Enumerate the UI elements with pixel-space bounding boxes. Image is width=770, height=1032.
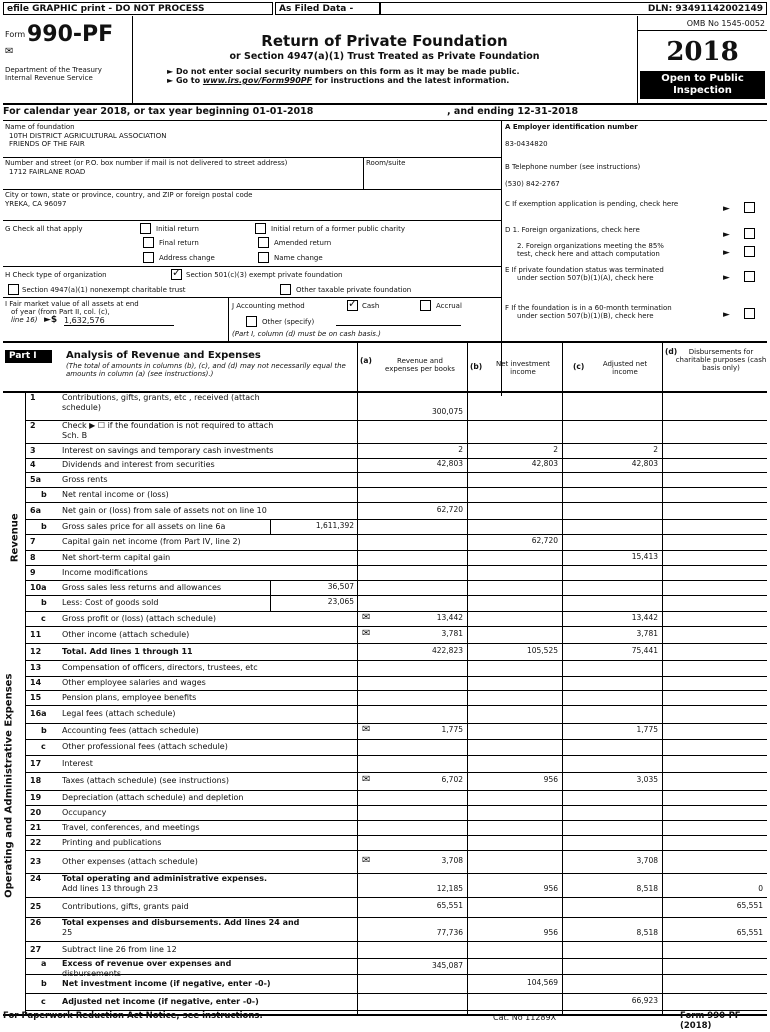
line-description: Income modifications [62, 568, 148, 577]
arrow-icon: ► [723, 230, 730, 240]
phone-label: B Telephone number (see instructions) [505, 163, 641, 171]
attachment-icon[interactable]: ✉ [362, 628, 371, 639]
line-number: 2 [30, 421, 36, 430]
row-divider [25, 519, 767, 520]
line-number: 3 [30, 446, 36, 455]
line-description: Check ▶ ☐ if the foundation is not required to attach [62, 421, 274, 430]
line-number: 8 [30, 553, 36, 562]
efile-banner: efile GRAPHIC print - DO NOT PROCESS [3, 2, 273, 15]
final-return-label: Final return [159, 239, 199, 247]
other-method-field[interactable] [336, 318, 461, 326]
exemption-pending-label: C If exemption application is pending, check here [505, 200, 679, 208]
paperwork-notice: For Paperwork Reduction Act Notice, see instructions. [3, 1011, 263, 1021]
accounting-method-label: J Accounting method [232, 302, 305, 310]
row-divider [25, 850, 767, 851]
amount-col-a: 300,075 [431, 407, 463, 416]
4947-label: Section 4947(a)(1) nonexempt charitable trust [22, 286, 186, 294]
form-title: Return of Private Foundation [261, 32, 508, 50]
row-divider [25, 487, 767, 488]
form-footer-id: Form 990-PF (2018) [680, 1011, 741, 1031]
row-divider [25, 534, 767, 535]
line-description: Other professional fees (attach schedule) [62, 742, 228, 751]
line-description-continued: schedule) [62, 403, 101, 412]
col-b-tag: (b) [470, 362, 483, 371]
ssn-note: ► Do not enter social security numbers on this form as it may be made public. [167, 67, 520, 76]
tax-year: 2018 [666, 37, 739, 67]
line-description: Less: Cost of goods sold [62, 598, 159, 607]
line-description: Pension plans, employee benefits [62, 693, 197, 702]
line-number: 11 [30, 630, 42, 639]
h-label: H Check type of organization [5, 271, 107, 279]
line-description: Travel, conferences, and meetings [62, 823, 200, 832]
initial-former-charity-label: Initial return of a former public charity [271, 225, 406, 233]
row-divider [25, 472, 767, 473]
amount-col-b: 104,569 [526, 978, 558, 987]
org-name-1: 10TH DISTRICT AGRICULTURAL ASSOCIATION [9, 132, 167, 140]
501c3-label: Section 501(c)(3) exempt private foundation [186, 271, 343, 279]
other-method-label: Other (specify) [262, 318, 315, 326]
fmv-label-3: line 16) [11, 316, 38, 324]
line-number: 23 [30, 857, 42, 866]
final-return-checkbox[interactable] [143, 237, 154, 248]
amount-col-b: 42,803 [531, 459, 558, 468]
line-description: Printing and publications [62, 838, 162, 847]
line-number: a [41, 959, 47, 968]
row-divider [25, 443, 767, 444]
col-c-tag: (c) [573, 362, 585, 371]
fmv-label-2: of year (from Part II, col. (c), [11, 308, 110, 316]
attachment-icon[interactable]: ✉ [362, 724, 371, 735]
accrual-label: Accrual [436, 302, 462, 310]
line-description: Subtract line 26 from line 12 [62, 945, 177, 954]
foreign-85-checkbox[interactable] [744, 246, 755, 257]
amended-return-checkbox[interactable] [258, 237, 269, 248]
row-divider [25, 690, 767, 691]
line-number: 27 [30, 945, 42, 954]
amount-col-c: 3,708 [636, 856, 658, 865]
line-description: Adjusted net income (if negative, enter -0-) [62, 997, 259, 1006]
line-number: 12 [30, 647, 42, 656]
other-method-checkbox[interactable] [246, 316, 257, 327]
org-name-2: FRIENDS OF THE FAIR [9, 140, 85, 148]
row-divider [25, 580, 767, 581]
side-label-expenses: Operating and Administrative Expenses [3, 673, 15, 898]
line-number: 25 [30, 902, 42, 911]
phone-value: (530) 842-2767 [505, 180, 560, 188]
initial-return-checkbox[interactable] [140, 223, 151, 234]
part-i-tag: Part I [5, 350, 52, 363]
501c3-checkbox[interactable] [171, 269, 182, 280]
fmv-arrow-icon: ►$ [44, 315, 58, 325]
amended-return-label: Amended return [274, 239, 332, 247]
foreign-85-label: 2. Foreign organizations meeting the 85% [517, 242, 664, 250]
ein-value: 83-0434820 [505, 140, 548, 148]
city-label: City or town, state or province, country, and ZIP or foreign postal code [5, 191, 253, 199]
row-divider [25, 676, 767, 677]
row-divider [25, 550, 767, 551]
address-change-label: Address change [159, 254, 215, 262]
irs-label: Internal Revenue Service [5, 74, 93, 82]
amount-col-a: 2 [458, 445, 463, 454]
line-description: Gross sales less returns and allowances [62, 583, 222, 592]
cash-label: Cash [362, 302, 380, 310]
accrual-checkbox[interactable] [420, 300, 431, 311]
line-number: b [41, 490, 47, 499]
inline-amount: 36,507 [270, 581, 356, 595]
terminated-label: E If private foundation status was terminated [505, 266, 664, 274]
line-number: 13 [30, 663, 42, 672]
amount-col-c: 15,413 [631, 552, 658, 561]
cash-basis-note: (Part I, column (d) must be on cash basis.) [232, 330, 381, 338]
tax-year-begin: For calendar year 2018, or tax year beginning 01-01-2018 [3, 106, 314, 117]
line-description: Net rental income or (loss) [62, 490, 169, 499]
amount-col-c: 66,923 [631, 996, 658, 1005]
line-description: Total. Add lines 1 through 11 [62, 647, 193, 656]
line-description: Total operating and administrative expenses. [62, 874, 267, 883]
row-divider [25, 897, 767, 898]
line-description: Gross profit or (loss) (attach schedule) [62, 614, 217, 623]
amount-col-c: 3,781 [636, 629, 658, 638]
fmv-value: 1,632,576 [64, 316, 174, 326]
line-number: 15 [30, 693, 42, 702]
name-change-checkbox[interactable] [258, 252, 269, 263]
form-subtitle: or Section 4947(a)(1) Trust Treated as Private Foundation [229, 51, 540, 62]
line-description: Net investment income (if negative, enter -0-) [62, 979, 271, 988]
row-divider [25, 595, 767, 596]
irs-link[interactable]: www.irs.gov/Form990PF [202, 76, 313, 85]
amount-col-d: 65,551 [736, 928, 763, 937]
line-description: Depreciation (attach schedule) and depletion [62, 793, 244, 802]
inline-amount: 1,611,392 [270, 520, 356, 534]
amount-col-d: 65,551 [736, 901, 763, 910]
line-number: 16a [30, 709, 47, 718]
line-number: 18 [30, 776, 42, 785]
row-divider [25, 705, 767, 706]
row-divider [25, 755, 767, 756]
col-d-tag: (d) [665, 347, 678, 356]
amount-col-b: 105,525 [526, 646, 558, 655]
line-number: 7 [30, 537, 36, 546]
cash-checkbox[interactable] [347, 300, 358, 311]
arrow-icon: ► [723, 248, 730, 258]
amount-col-c: 8,518 [636, 884, 658, 893]
inline-amount: 23,065 [270, 596, 356, 611]
line-number: b [41, 726, 47, 735]
org-address: 1712 FAIRLANE ROAD [9, 168, 86, 176]
arrow-icon: ► [723, 273, 730, 283]
line-description-continued: 25 [62, 928, 73, 937]
ein-label: A Employer identification number [505, 123, 638, 131]
col-d-header: Disbursements for charitable purposes (cash basis only) [675, 348, 767, 373]
row-divider [25, 820, 767, 821]
col-b-header: Net investment income [495, 360, 551, 377]
line-description: Excess of revenue over expenses and [62, 959, 232, 968]
line-number: b [41, 522, 47, 531]
line-number: 5a [30, 475, 41, 484]
address-label: Number and street (or P.O. box number if mail is not delivered to street address) [5, 159, 288, 167]
line-number: 10a [30, 583, 47, 592]
amount-col-a: 422,823 [431, 646, 463, 655]
sixty-month-label: F If the foundation is in a 60-month termination [505, 304, 672, 312]
line-number: 21 [30, 823, 42, 832]
dln: DLN: 93491142002149 [380, 2, 767, 15]
tax-year-end: , and ending 12-31-2018 [447, 106, 579, 117]
name-label: Name of foundation [5, 123, 75, 131]
amount-col-a: 3,781 [441, 629, 463, 638]
amount-col-c: 2 [653, 445, 658, 454]
org-city: YREKA, CA 96097 [5, 200, 67, 208]
amount-col-c: 1,775 [636, 725, 658, 734]
amount-col-c: 13,442 [631, 613, 658, 622]
line-description: Total expenses and disbursements. Add lines 24 and [62, 918, 300, 927]
line-description: Gross sales price for all assets on line 6a [62, 522, 226, 531]
row-divider [25, 835, 767, 836]
row-divider [25, 611, 767, 612]
row-divider [25, 502, 767, 503]
col-c-header: Adjusted net income [602, 360, 648, 377]
address-change-checkbox[interactable] [143, 252, 154, 263]
irs-link-note: ► Go to www.irs.gov/Form990PF for instructions and the latest information. [167, 76, 510, 85]
line-description: Dividends and interest from securities [62, 460, 215, 469]
line-number: 22 [30, 838, 42, 847]
foreign-org-checkbox[interactable] [744, 228, 755, 239]
initial-return-label: Initial return [156, 225, 199, 233]
line-description-continued: disbursements [62, 969, 122, 978]
line-description: Legal fees (attach schedule) [62, 709, 176, 718]
arrow-icon: ► [723, 310, 730, 320]
row-divider [25, 993, 767, 994]
attachment-icon[interactable]: ✉ [362, 612, 371, 623]
amount-col-b: 956 [543, 928, 558, 937]
line-number: b [41, 979, 47, 988]
amount-col-a: 65,551 [436, 901, 463, 910]
attachment-icon: ✉ [5, 46, 14, 57]
terminated-checkbox[interactable] [744, 271, 755, 282]
amount-col-d: 0 [758, 884, 763, 893]
g-label: G Check all that apply [5, 225, 83, 233]
row-divider [25, 643, 767, 644]
amount-col-c: 3,035 [636, 775, 658, 784]
line-number: 6a [30, 506, 41, 515]
part-i-note: (The total of amounts in columns (b), (c), and (d) may not necessarily equal the amounts in column (a) (see instructions).) [66, 362, 346, 379]
line-number: 14 [30, 678, 42, 687]
line-description: Other employee salaries and wages [62, 678, 206, 687]
attachment-icon[interactable]: ✉ [362, 855, 371, 866]
line-number: 4 [30, 460, 36, 469]
line-description: Accounting fees (attach schedule) [62, 726, 199, 735]
sixty-month-checkbox[interactable] [744, 308, 755, 319]
amount-col-a: 42,803 [436, 459, 463, 468]
line-number: 20 [30, 808, 42, 817]
line-number: 26 [30, 918, 42, 927]
row-divider [25, 805, 767, 806]
amount-col-a: 62,720 [436, 505, 463, 514]
attachment-icon[interactable]: ✉ [362, 774, 371, 785]
amount-col-c: 8,518 [636, 928, 658, 937]
line-description: Capital gain net income (from Part IV, line 2) [62, 537, 241, 546]
line-description: Other expenses (attach schedule) [62, 857, 198, 866]
amount-col-b: 62,720 [531, 536, 558, 545]
form-prefix: Form [5, 30, 26, 39]
filed-data-label: As Filed Data - [275, 2, 380, 15]
foreign-85-label-2: test, check here and attach computation [517, 250, 660, 258]
line-description: Other income (attach schedule) [62, 630, 190, 639]
amount-col-a: 3,708 [441, 856, 463, 865]
line-description: Interest [62, 759, 93, 768]
line-number: 17 [30, 759, 42, 768]
row-divider [25, 565, 767, 566]
col-a-tag: (a) [360, 356, 372, 365]
other-taxable-label: Other taxable private foundation [296, 286, 412, 294]
line-number: c [41, 997, 46, 1006]
line-description: Gross rents [62, 475, 108, 484]
line-description: Occupancy [62, 808, 107, 817]
fmv-label-1: I Fair market value of all assets at end [5, 300, 139, 308]
part-i-title: Analysis of Revenue and Expenses [66, 350, 261, 361]
line-number: c [41, 742, 46, 751]
col-a-header: Revenue and expenses per books [385, 357, 455, 374]
initial-former-charity-checkbox[interactable] [255, 223, 266, 234]
row-divider [25, 626, 767, 627]
sixty-month-label-2: under section 507(b)(1)(B), check here [517, 312, 654, 320]
amount-col-b: 956 [543, 775, 558, 784]
amount-col-a: 345,087 [431, 961, 463, 970]
line-number: c [41, 614, 46, 623]
foreign-org-label: D 1. Foreign organizations, check here [505, 226, 640, 234]
line-number: 19 [30, 793, 42, 802]
line-description: Contributions, gifts, grants paid [62, 902, 189, 911]
amount-col-a: 12,185 [436, 884, 463, 893]
line-description-continued: Add lines 13 through 23 [62, 884, 159, 893]
line-number: b [41, 598, 47, 607]
open-inspection-badge: Open to Public Inspection [640, 71, 765, 99]
amount-col-a: 6,702 [441, 775, 463, 784]
side-label-revenue: Revenue [9, 513, 21, 563]
line-description: Interest on savings and temporary cash investments [62, 446, 274, 455]
row-divider [25, 790, 767, 791]
omb-number: OMB No 1545-0052 [686, 19, 765, 28]
amount-col-c: 75,441 [631, 646, 658, 655]
amount-col-a: 13,442 [436, 613, 463, 622]
exemption-pending-checkbox[interactable] [744, 202, 755, 213]
row-divider [25, 739, 767, 740]
amount-col-c: 42,803 [631, 459, 658, 468]
dept-treasury: Department of the Treasury [5, 66, 102, 74]
line-number: 24 [30, 874, 42, 883]
amount-col-b: 956 [543, 884, 558, 893]
line-description: Net gain or (loss) from sale of assets not on line 10 [62, 506, 267, 515]
line-description: Compensation of officers, directors, trustees, etc [62, 663, 258, 672]
row-divider [25, 772, 767, 773]
4947-checkbox[interactable] [8, 284, 19, 295]
amount-col-a: 1,775 [441, 725, 463, 734]
amount-col-b: 2 [553, 445, 558, 454]
line-number: 1 [30, 393, 36, 402]
line-description-continued: Sch. B [62, 431, 88, 440]
other-taxable-checkbox[interactable] [280, 284, 291, 295]
line-description: Contributions, gifts, grants, etc , received (attach [62, 393, 260, 402]
row-divider [25, 723, 767, 724]
terminated-label-2: under section 507(b)(1)(A), check here [517, 274, 654, 282]
room-label: Room/suite [366, 159, 406, 167]
form-number: 990-PF [27, 22, 114, 47]
amount-col-a: 77,736 [436, 928, 463, 937]
name-change-label: Name change [274, 254, 323, 262]
catalog-number: Cat. No 11289X [493, 1013, 557, 1022]
line-description: Taxes (attach schedule) (see instructions) [62, 776, 229, 785]
arrow-icon: ► [723, 204, 730, 214]
row-divider [25, 660, 767, 661]
line-description: Net short-term capital gain [62, 553, 171, 562]
line-number: 9 [30, 568, 36, 577]
row-divider [25, 941, 767, 942]
